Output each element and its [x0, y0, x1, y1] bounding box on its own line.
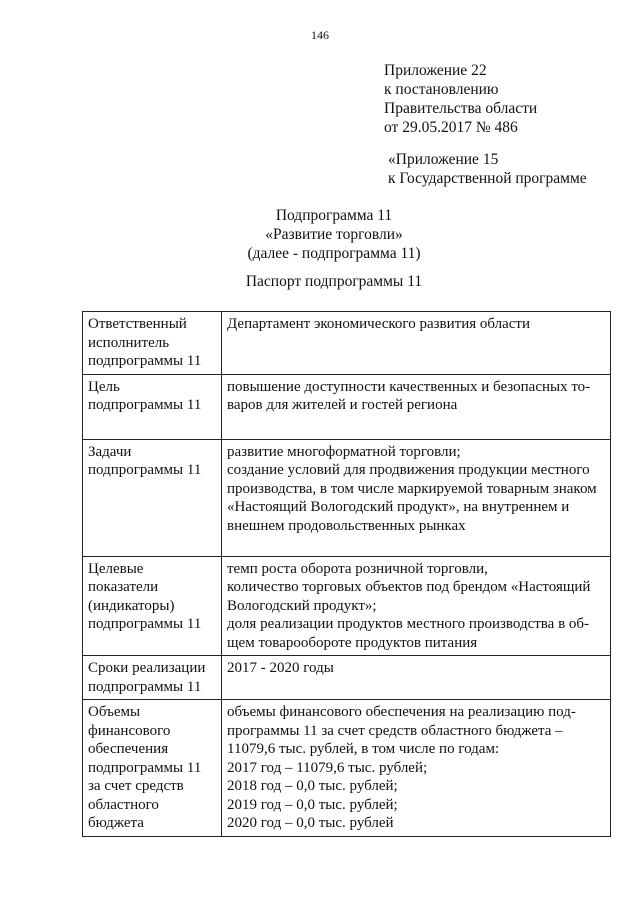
page-number: 146 [311, 28, 329, 42]
row-label: Целевые показатели (индикаторы) подпрограммы 11 [83, 556, 222, 656]
table-row [83, 439, 611, 556]
passport-title: Паспорт подпрограммы 11 [245, 273, 423, 290]
row-value: Департамент экономического развития области [222, 312, 611, 375]
table-row [83, 656, 611, 700]
table-row [83, 556, 611, 656]
title-line: (далее - подпрограмма 11) [247, 245, 421, 262]
appendix-line: от 29.05.2017 № 486 [384, 119, 518, 136]
row-label: Сроки реализации подпрограммы 11 [83, 656, 222, 700]
title-line: Подпрограмма 11 [275, 207, 393, 224]
table-row [83, 312, 611, 375]
title-line: «Развитие торговли» [265, 226, 403, 243]
appendix-line: «Приложение 15 [388, 151, 499, 168]
appendix-line: к Государственной программе [388, 170, 587, 187]
appendix-header [384, 61, 537, 137]
table-row [83, 700, 611, 837]
passport-table [82, 311, 611, 837]
appendix-line: Правительства области [384, 100, 538, 117]
row-label: Ответственный исполнитель подпрограммы 11 [83, 312, 222, 375]
appendix-line: Приложение 22 [384, 62, 487, 79]
appendix-program-header [388, 150, 587, 188]
row-label: Цель подпрограммы 11 [83, 374, 222, 439]
row-value: 2017 - 2020 годы [222, 656, 611, 700]
row-label: Задачи подпрограммы 11 [83, 439, 222, 556]
row-value: темп роста оборота розничной торговли, количество торговых объектов под брендом «Настоящий Вологодский продукт»; доля реализации продуктов местного производства в об- щем товарообороте продуктов питания [222, 556, 611, 656]
row-value: объемы финансового обеспечения на реализацию под- программы 11 за счет средств областного бюджета – 11079,6 тыс. рублей, в том числе по годам: 2017 год – 11079,6 тыс. рублей; 2018 год – 0,0 тыс. рублей; 2019 год – 0,0 тыс. рублей; 2020 год – 0,0 тыс. рублей [222, 700, 611, 837]
row-label: Объемы финансового обеспечения подпрограммы 11 за счет средств областного бюджета [83, 700, 222, 837]
table-row [83, 374, 611, 439]
appendix-line: к постановлению [384, 81, 499, 98]
row-value: развитие многоформатной торговли; создание условий для продвижения продукции местного производства, в том числе маркируемой товарным знаком «Настоящий Вологодский продукт», на внутреннем и внешнем продовольственных рынках [222, 439, 611, 556]
subprogram-title [0, 206, 640, 263]
row-value: повышение доступности качественных и безопасных то- варов для жителей и гостей региона [222, 374, 611, 439]
